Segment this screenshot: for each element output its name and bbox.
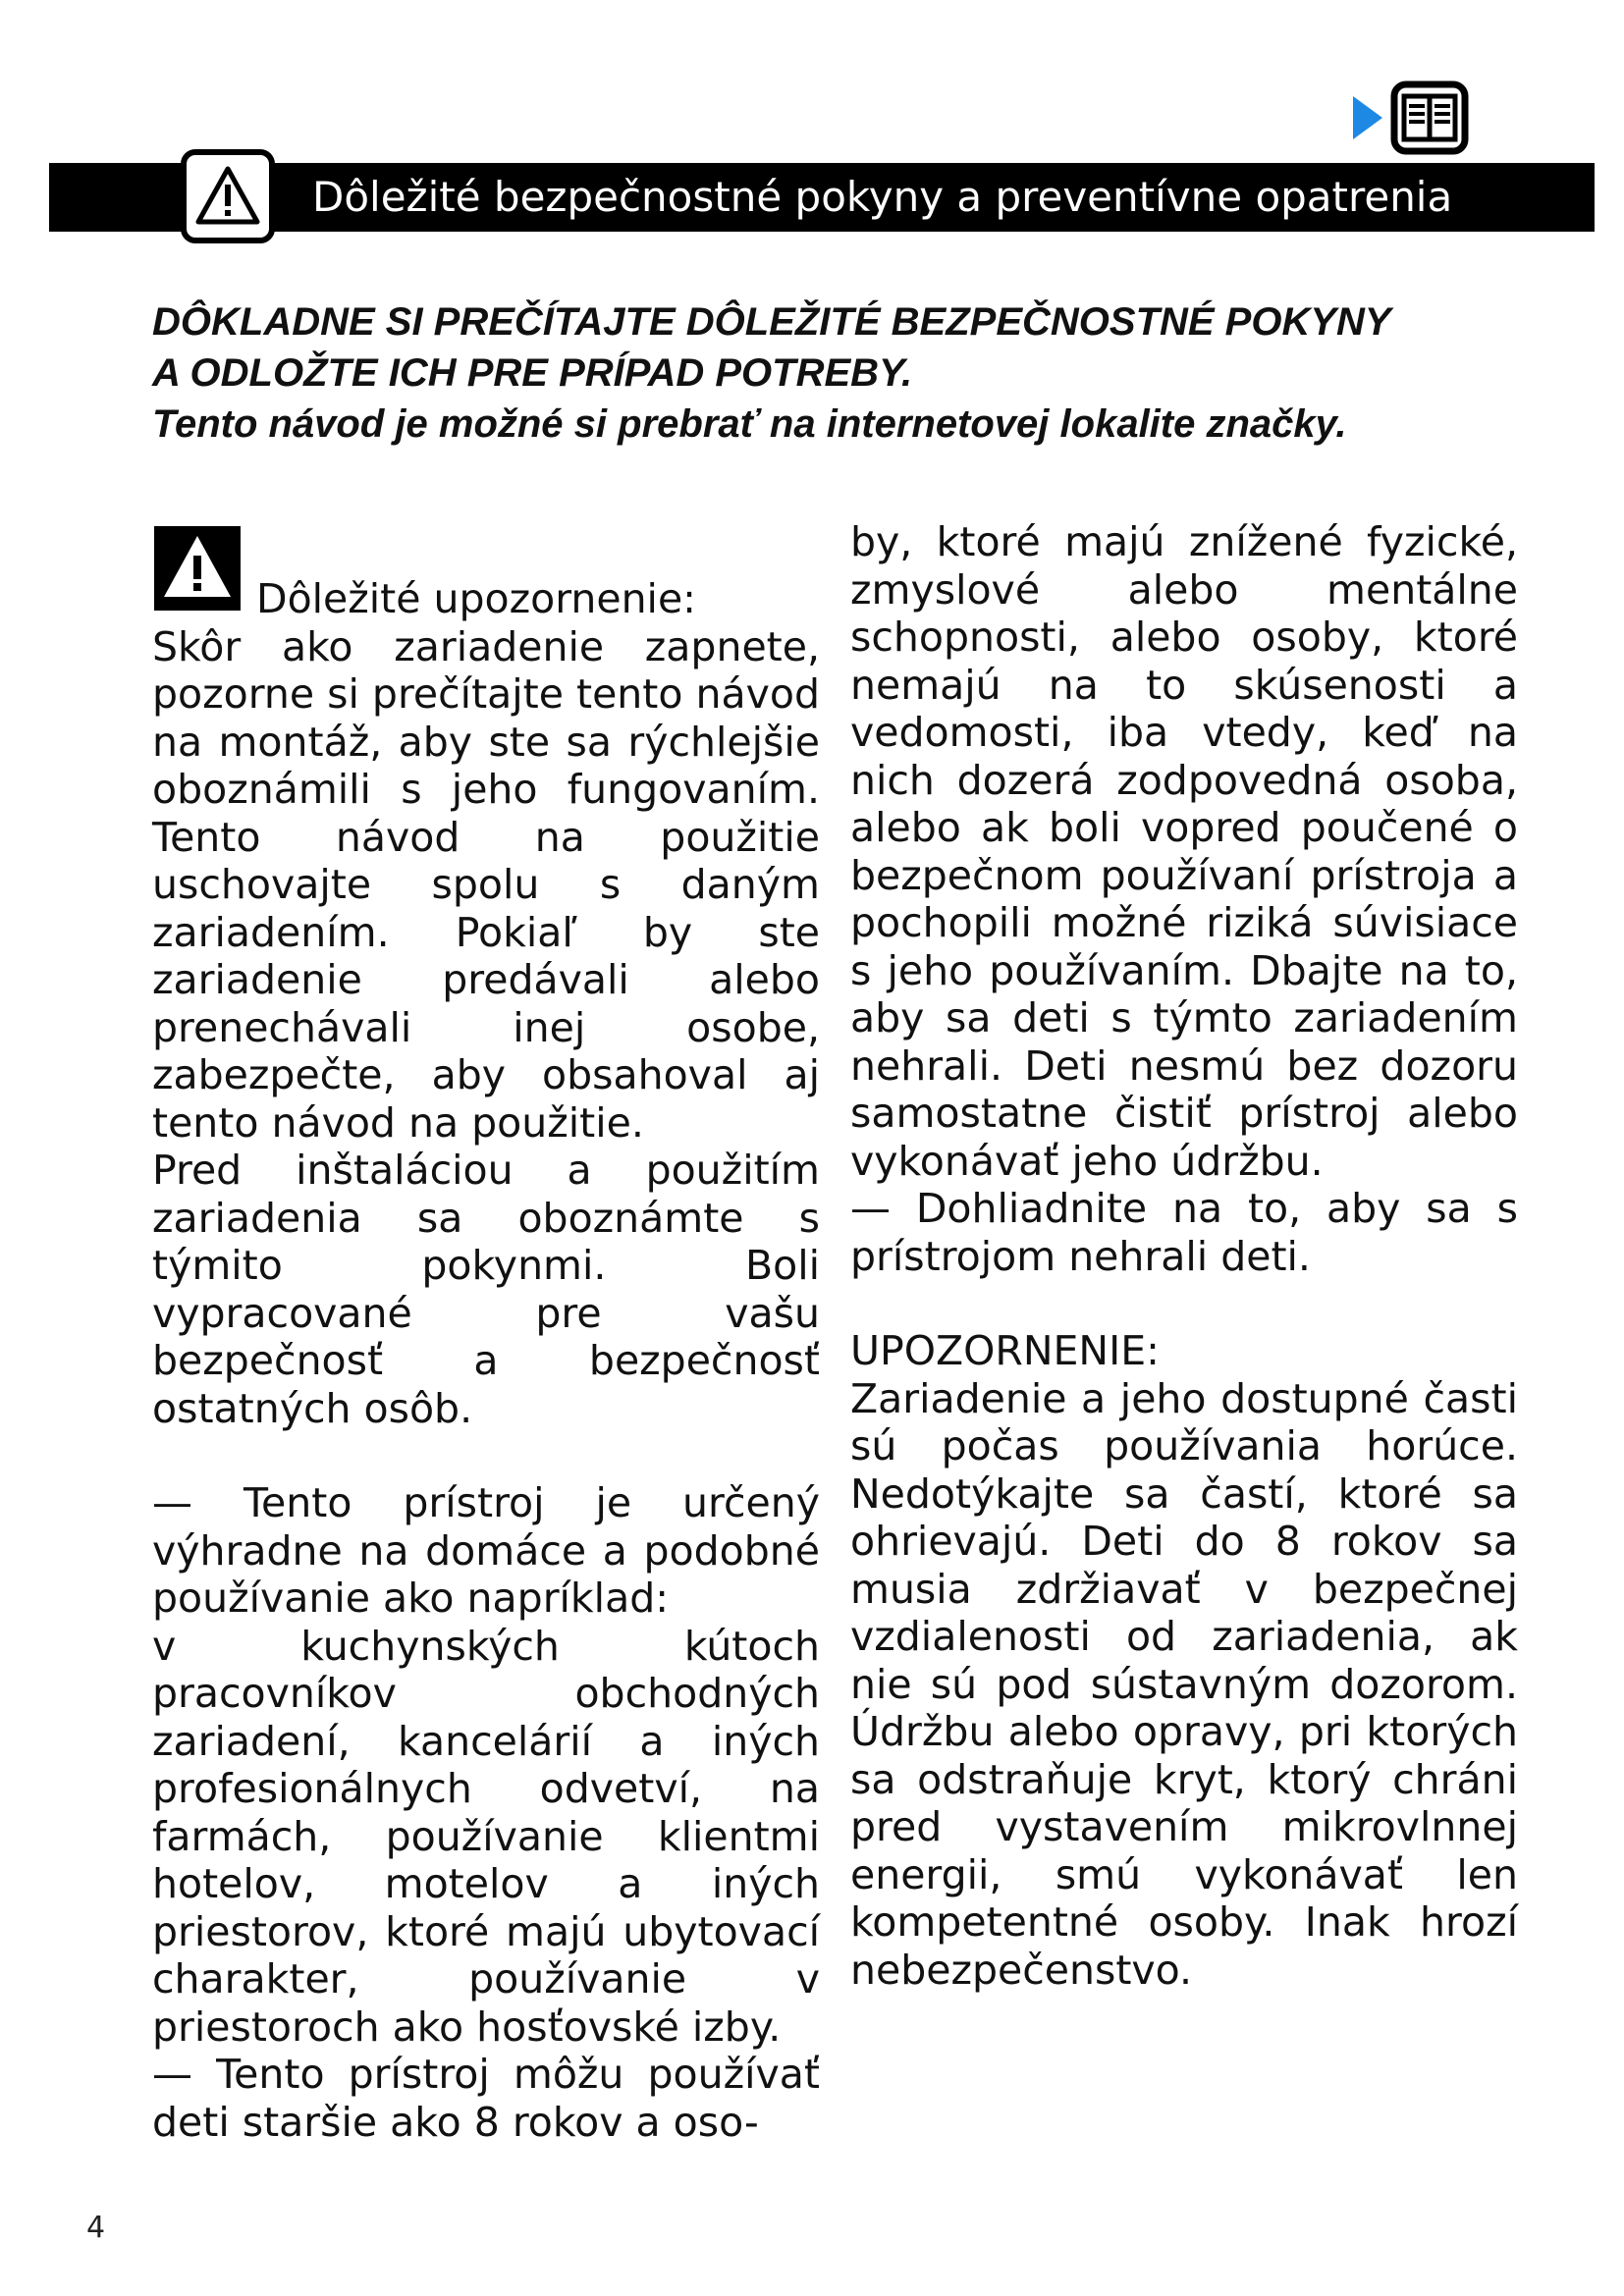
left-paragraph-4: v kuchynských kútoch pracovníkov obchodných zariadení, kancelárií a iných profesionálnych odvetví, na farmách, používanie klientmi hotelov, motelov a iných priestorov, ktoré majú ubytovací charakter, používanie v priestoroch ako hosťovské izby. (152, 1622, 820, 2051)
warning-triangle-icon (179, 147, 277, 245)
intro-line-2: A ODLOŽTE ICH PRE PRÍPAD POTREBY. (152, 351, 913, 395)
important-notice-heading (152, 524, 820, 623)
right-paragraph-3: Zariadenie a jeho dostupné časti sú počas používania horúce. Nedotýkajte sa častí, ktoré sa ohrievajú. Deti do 8 rokov sa musia zdržiavať v bezpečnej vzdialenosti od zariadenia, ak nie sú pod sústavným dozorom. Údržbu alebo opravy, pri ktorých sa odstraňuje kryt, ktorý chráni pred vystavením mikrovlnnej energii, smú vykonávať len kompetentné osoby. Inak hrozí nebezpečenstvo. (850, 1374, 1518, 1994)
left-column (152, 518, 820, 2146)
section-title: Dôležité bezpečnostné pokyny a preventívne opatrenia (312, 173, 1453, 221)
left-paragraph-5: — Tento prístroj môžu používať deti staršie ako 8 rokov a oso- (152, 2051, 820, 2146)
intro-line-3: Tento návod je možné si prebrať na internetovej lokalite značky. (152, 402, 1347, 446)
left-paragraph-2: Pred inštaláciou a použitím zariadenia sa oboznámte s týmito pokynmi. Boli vypracované pre vašu bezpečnosť a bezpečnosť ostatných osôb. (152, 1147, 820, 1432)
right-paragraph-2: — Dohliadnite na to, aby sa s prístrojom nehrali deti. (850, 1185, 1518, 1280)
warning-heading: UPOZORNENIE: (850, 1327, 1160, 1374)
warning-sign-icon (152, 524, 243, 613)
important-notice-label: Dôležité upozornenie: (256, 575, 696, 622)
manual-book-icon (1353, 79, 1473, 157)
left-paragraph-1: Skôr ako zariadenie zapnete, pozorne si prečítajte tento návod na montáž, aby ste sa rýchlejšie oboznámili s jeho fungovaním. Tento návod na použitie uschovajte spolu s daným zariadením. Pokiaľ by ste zariadenie predávali alebo prenechávali inej osobe, zabezpečte, aby obsahoval aj tento návod na použitie. (152, 622, 820, 1147)
page-number: 4 (86, 2211, 106, 2245)
intro-block (152, 296, 1546, 450)
intro-line-1: DÔKLADNE SI PREČÍTAJTE DÔLEŽITÉ BEZPEČNOSTNÉ POKYNY (152, 300, 1391, 344)
left-paragraph-3: — Tento prístroj je určený výhradne na domáce a podobné používanie ako napríklad: (152, 1479, 820, 1622)
right-paragraph-1: by, ktoré majú znížené fyzické, zmyslové alebo mentálne schopnosti, alebo osoby, ktoré nemajú na to skúsenosti a vedomosti, iba vtedy, keď na nich dozerá zodpovedná osoba, alebo ak boli vopred poučené o bezpečnom používaní prístroja a pochopili možné riziká súvisiace s jeho používaním. Dbajte na to, aby sa deti s týmto zariadením nehrali. Deti nesmú bez dozoru samostatne čistiť prístroj alebo vykonávať jeho údržbu. (850, 518, 1518, 1185)
right-column (850, 518, 1518, 1994)
